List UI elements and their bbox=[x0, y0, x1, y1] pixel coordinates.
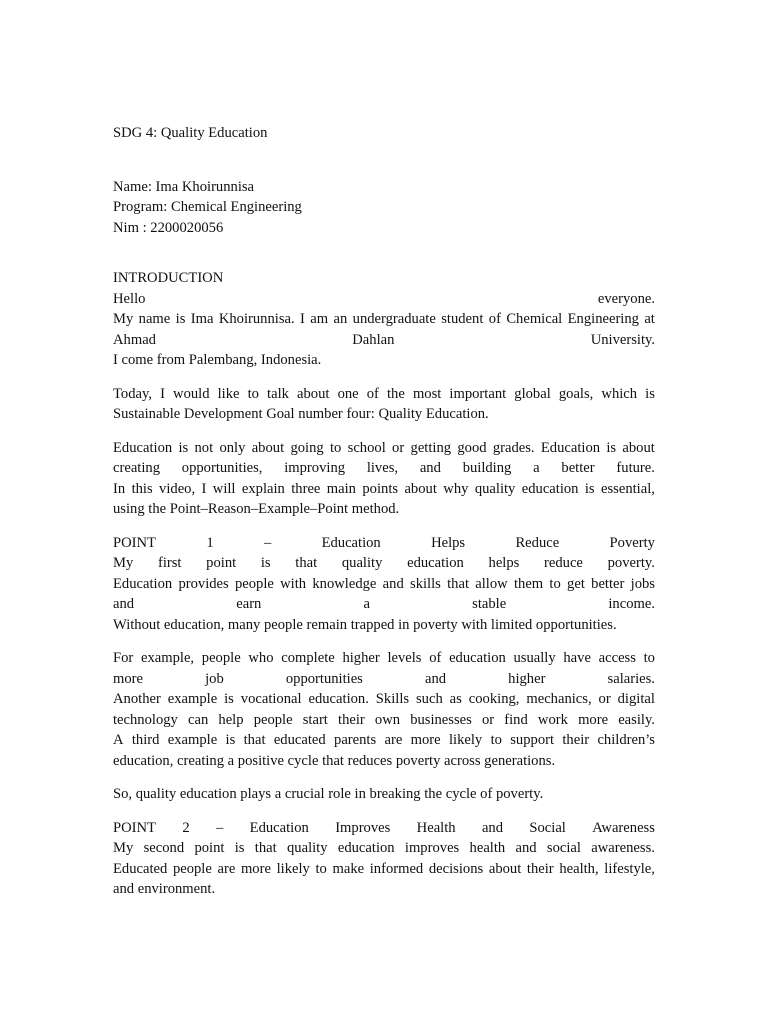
paragraph-line bbox=[113, 574, 655, 595]
paragraph-line bbox=[113, 648, 655, 669]
word: Improves bbox=[335, 819, 391, 836]
word: is bbox=[606, 439, 617, 456]
word: their bbox=[562, 732, 590, 748]
word: help bbox=[218, 711, 244, 728]
word: POINT bbox=[113, 819, 156, 836]
word: point bbox=[194, 840, 225, 856]
word: 1 bbox=[206, 534, 214, 551]
paragraph-point-2 bbox=[113, 818, 655, 900]
word: their bbox=[338, 711, 365, 728]
paragraph-line: Sustainable Development Goal number four: Quality Education. bbox=[113, 406, 489, 422]
word: My bbox=[113, 555, 134, 571]
word: Helps bbox=[431, 534, 466, 551]
word: everyone. bbox=[597, 290, 655, 307]
paragraph-introduction bbox=[113, 268, 655, 371]
paragraph-line: education, creating a positive cycle that reduces poverty across generations. bbox=[113, 752, 556, 769]
word: Engineering bbox=[567, 311, 639, 327]
word: 2 bbox=[182, 819, 190, 836]
word: not bbox=[194, 439, 214, 456]
word: their bbox=[526, 860, 554, 877]
word: one bbox=[337, 385, 359, 402]
word: that bbox=[243, 732, 266, 748]
word: an bbox=[333, 311, 348, 327]
word: about bbox=[251, 439, 285, 456]
paragraph-line bbox=[113, 438, 655, 459]
word: lives, bbox=[366, 460, 399, 476]
word: student bbox=[441, 311, 484, 327]
word: skills bbox=[410, 575, 441, 592]
word: income. bbox=[608, 596, 655, 612]
word: better bbox=[591, 575, 625, 592]
word: health bbox=[469, 840, 506, 856]
word: such bbox=[415, 691, 443, 707]
word: to bbox=[247, 385, 259, 402]
word: is bbox=[234, 840, 245, 856]
word: higher bbox=[508, 670, 546, 687]
word: I bbox=[201, 480, 207, 497]
word: A bbox=[113, 732, 124, 748]
word: main bbox=[326, 480, 356, 497]
word: usually bbox=[513, 650, 556, 666]
word: Ahmad bbox=[113, 331, 156, 348]
paragraph-line: and environment. bbox=[113, 881, 216, 897]
word: talk bbox=[267, 385, 289, 402]
word: is bbox=[224, 691, 234, 707]
word: Social bbox=[529, 819, 566, 836]
word: about bbox=[622, 439, 655, 456]
word: jobs bbox=[630, 575, 655, 592]
section-heading bbox=[113, 533, 655, 554]
word: people bbox=[234, 575, 274, 592]
word: improving bbox=[284, 460, 346, 476]
paragraph-line bbox=[113, 309, 655, 330]
section-heading bbox=[113, 818, 655, 839]
word: more bbox=[240, 860, 271, 877]
word: Chemical bbox=[506, 311, 563, 327]
paragraph-line: So, quality education plays a crucial role in breaking the cycle of poverty. bbox=[113, 786, 544, 802]
word: education bbox=[449, 650, 506, 666]
word: to bbox=[315, 860, 327, 877]
word: of bbox=[366, 385, 379, 402]
word: first bbox=[157, 555, 182, 571]
word: and bbox=[419, 460, 441, 476]
word: businesses bbox=[410, 711, 472, 728]
word: points bbox=[362, 480, 399, 497]
word: knowledge bbox=[312, 575, 377, 592]
word: lifestyle, bbox=[604, 860, 655, 877]
word: Reduce bbox=[515, 534, 560, 551]
word: will bbox=[212, 480, 236, 497]
word: that bbox=[254, 840, 277, 856]
word: am bbox=[310, 311, 329, 327]
word: people bbox=[201, 650, 241, 666]
word: example bbox=[167, 732, 218, 748]
paragraph-line bbox=[113, 330, 655, 351]
word: get bbox=[567, 575, 585, 592]
word: as bbox=[449, 691, 462, 707]
paragraph-line bbox=[113, 669, 655, 690]
word: only bbox=[219, 439, 246, 456]
word: example, bbox=[140, 650, 195, 666]
word: complete bbox=[281, 650, 335, 666]
word: children’s bbox=[597, 732, 655, 748]
word: most bbox=[412, 385, 442, 402]
word: about bbox=[404, 480, 437, 497]
word: is bbox=[645, 385, 655, 402]
word: vocational bbox=[240, 691, 302, 707]
word: building bbox=[462, 460, 512, 476]
paragraph-line: using the Point–Reason–Example–Point method. bbox=[113, 501, 400, 517]
word: good bbox=[457, 439, 487, 456]
paragraph-line bbox=[113, 479, 655, 500]
word: name bbox=[138, 311, 171, 327]
word: parents bbox=[334, 732, 377, 748]
word: Education bbox=[249, 819, 309, 836]
word: Education bbox=[113, 575, 173, 592]
word: digital bbox=[617, 691, 655, 707]
word: own bbox=[374, 711, 401, 728]
word: decisions bbox=[428, 860, 484, 877]
word: about bbox=[488, 860, 522, 877]
word: global bbox=[514, 385, 551, 402]
word: is bbox=[260, 555, 271, 571]
word: mechanics, bbox=[526, 691, 592, 707]
word: In bbox=[113, 480, 126, 497]
word: Skills bbox=[375, 691, 410, 707]
word: Khoirunnisa. bbox=[218, 311, 295, 327]
word: goals, bbox=[558, 385, 594, 402]
word: For bbox=[113, 650, 134, 666]
word: I bbox=[160, 385, 165, 402]
word: salaries. bbox=[607, 670, 655, 687]
word: to bbox=[329, 439, 342, 456]
word: which bbox=[601, 385, 638, 402]
word: education bbox=[521, 480, 579, 497]
word: second bbox=[143, 840, 185, 856]
word: and bbox=[515, 840, 537, 856]
word: Ima bbox=[190, 311, 214, 327]
word: University. bbox=[590, 331, 655, 348]
word: find bbox=[504, 711, 528, 728]
word: or bbox=[481, 711, 495, 728]
word: example bbox=[167, 691, 218, 707]
word: awareness. bbox=[591, 840, 655, 856]
section-heading: INTRODUCTION bbox=[113, 270, 224, 286]
word: people bbox=[172, 860, 212, 877]
word: more bbox=[578, 711, 609, 728]
word: I bbox=[300, 311, 305, 327]
word: Education bbox=[113, 439, 173, 456]
word: likely bbox=[448, 732, 483, 748]
word: Poverty bbox=[609, 534, 655, 551]
word: and bbox=[382, 575, 404, 592]
document-page bbox=[113, 123, 655, 900]
paragraph-conclusion-1 bbox=[113, 784, 655, 805]
word: opportunities, bbox=[181, 460, 263, 476]
word: that bbox=[447, 575, 469, 592]
info-nim: Nim : 2200020056 bbox=[113, 219, 224, 236]
paragraph-line: Without education, many people remain trapped in poverty with limited opportunities. bbox=[113, 616, 617, 633]
paragraph-line bbox=[113, 458, 655, 479]
word: a bbox=[363, 596, 370, 612]
word: technology bbox=[113, 711, 178, 728]
word: like bbox=[217, 385, 240, 402]
word: Health bbox=[416, 819, 456, 836]
word: future. bbox=[616, 460, 655, 476]
paragraph-line bbox=[113, 838, 655, 859]
word: a bbox=[533, 460, 540, 476]
word: helps bbox=[488, 555, 520, 571]
word: Hello bbox=[113, 290, 146, 307]
word: or bbox=[392, 439, 405, 456]
word: levels bbox=[387, 650, 422, 666]
paragraph-education-meaning bbox=[113, 438, 655, 520]
info-name: Name: Ima Khoirunnisa bbox=[113, 178, 255, 195]
word: Educated bbox=[113, 860, 168, 877]
word: poverty. bbox=[607, 555, 655, 571]
paragraph-line bbox=[113, 689, 655, 710]
word: support bbox=[510, 732, 555, 748]
word: third bbox=[131, 732, 160, 748]
word: educated bbox=[273, 732, 326, 748]
paragraph-line bbox=[113, 594, 655, 615]
word: – bbox=[216, 819, 224, 836]
word: is bbox=[178, 439, 189, 456]
word: My bbox=[113, 311, 134, 327]
word: more bbox=[410, 732, 441, 748]
word: My bbox=[113, 840, 134, 856]
word: are bbox=[384, 732, 403, 748]
word: and bbox=[113, 596, 135, 612]
word: is bbox=[225, 732, 236, 748]
word: job bbox=[205, 670, 224, 687]
info-program: Program: Chemical Engineering bbox=[113, 199, 302, 215]
word: essential, bbox=[601, 480, 655, 497]
paragraph-point-1 bbox=[113, 533, 655, 636]
word: them bbox=[513, 575, 544, 592]
word: video, bbox=[159, 480, 196, 497]
word: start bbox=[302, 711, 328, 728]
word: are bbox=[217, 860, 236, 877]
word: reduce bbox=[544, 555, 583, 571]
paragraph-line bbox=[113, 553, 655, 574]
word: allow bbox=[475, 575, 508, 592]
word: people bbox=[253, 711, 293, 728]
paragraph-line bbox=[113, 859, 655, 880]
word: going bbox=[290, 439, 324, 456]
word: likely bbox=[276, 860, 310, 877]
word: that bbox=[295, 555, 318, 571]
word: provides bbox=[178, 575, 229, 592]
word: who bbox=[248, 650, 274, 666]
student-info bbox=[113, 177, 655, 239]
word: with bbox=[280, 575, 307, 592]
word: and bbox=[424, 670, 447, 687]
word: access bbox=[598, 650, 636, 666]
word: higher bbox=[342, 650, 380, 666]
word: Education bbox=[540, 439, 601, 456]
document-title: SDG 4: Quality Education bbox=[113, 125, 268, 141]
word: Awareness bbox=[592, 819, 655, 836]
word: undergraduate bbox=[352, 311, 436, 327]
word: more bbox=[113, 670, 143, 687]
paragraph-line bbox=[113, 730, 655, 751]
word: opportunities bbox=[285, 670, 363, 687]
word: education. bbox=[308, 691, 369, 707]
word: of bbox=[429, 650, 442, 666]
word: to bbox=[549, 575, 561, 592]
word: quality bbox=[287, 840, 328, 856]
word: cooking, bbox=[468, 691, 520, 707]
word: have bbox=[563, 650, 591, 666]
paragraph-line bbox=[113, 289, 655, 310]
word: make bbox=[332, 860, 365, 877]
word: at bbox=[644, 311, 655, 327]
word: work bbox=[537, 711, 568, 728]
word: or bbox=[598, 691, 611, 707]
word: school bbox=[347, 439, 386, 456]
word: would bbox=[173, 385, 210, 402]
word: the bbox=[387, 385, 405, 402]
paragraph-line bbox=[113, 710, 655, 731]
word: education bbox=[337, 840, 395, 856]
word: Dahlan bbox=[352, 331, 395, 348]
word: of bbox=[488, 311, 501, 327]
word: can bbox=[188, 711, 209, 728]
word: Today, bbox=[113, 385, 152, 402]
word: better bbox=[561, 460, 595, 476]
word: easily. bbox=[618, 711, 655, 728]
word: to bbox=[490, 732, 502, 748]
word: point bbox=[206, 555, 237, 571]
word: three bbox=[291, 480, 321, 497]
word: – bbox=[263, 534, 272, 551]
word: important bbox=[449, 385, 507, 402]
word: is bbox=[584, 480, 595, 497]
word: and bbox=[481, 819, 504, 836]
word: is bbox=[175, 311, 186, 327]
word: improves bbox=[404, 840, 460, 856]
word: earn bbox=[236, 596, 262, 612]
word: quality bbox=[341, 555, 383, 571]
word: quality bbox=[474, 480, 516, 497]
word: social bbox=[546, 840, 581, 856]
word: this bbox=[131, 480, 153, 497]
word: informed bbox=[369, 860, 424, 877]
paragraph-examples bbox=[113, 648, 655, 771]
word: Education bbox=[321, 534, 381, 551]
word: stable bbox=[472, 596, 507, 612]
paragraph-goal bbox=[113, 384, 655, 425]
word: POINT bbox=[113, 534, 156, 551]
word: Another bbox=[113, 691, 161, 707]
word: grades. bbox=[492, 439, 535, 456]
word: explain bbox=[241, 480, 285, 497]
paragraph-line bbox=[113, 384, 655, 405]
paragraph-line: I come from Palembang, Indonesia. bbox=[113, 352, 322, 368]
word: why bbox=[443, 480, 469, 497]
word: getting bbox=[410, 439, 452, 456]
word: about bbox=[297, 385, 330, 402]
word: creating bbox=[113, 460, 160, 476]
word: health, bbox=[559, 860, 599, 877]
word: education bbox=[407, 555, 464, 571]
word: to bbox=[643, 650, 655, 666]
